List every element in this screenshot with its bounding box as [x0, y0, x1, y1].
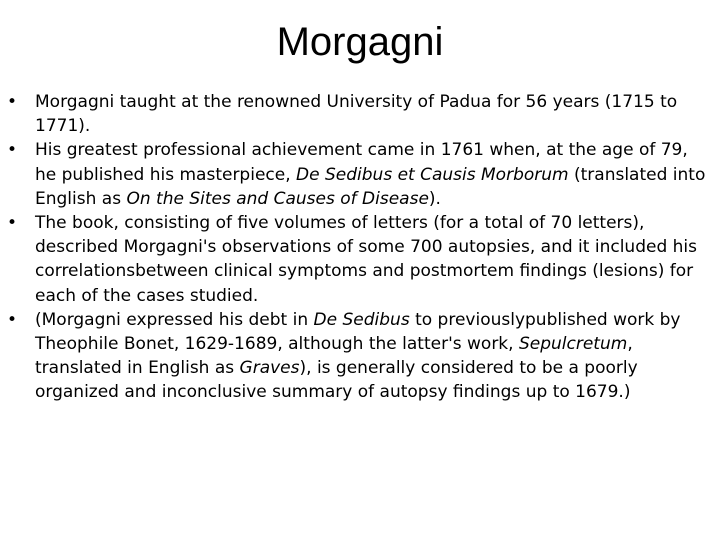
bullet-dot-icon: • [7, 92, 18, 112]
book-title-graves: Graves [239, 358, 300, 379]
text-segment: (Morgagni expressed his debt in [35, 309, 314, 330]
bullet-text [35, 310, 681, 403]
book-title-short: De Sedibus [313, 309, 410, 330]
page-title: Morgagni [276, 20, 444, 64]
bullet-item [0, 308, 712, 405]
bullet-text [35, 92, 677, 136]
text-segment: The book, consisting of five volumes of letters (for a total of 70 letters), described Morgagni's observations of some 700 autopsies, and it included his correlationsbetween clinical symptoms and postmortem findings (lesions) for each of the cases studied. [35, 213, 697, 306]
text-segment: His greatest professional achievement came in 1761 when, at the age of 79, he published his masterpiece, [35, 140, 688, 185]
book-title-latin: De Sedibus et Causis Morborum [296, 164, 569, 185]
bullet-dot-icon: • [7, 309, 18, 330]
text-segment: ), is generally considered to be a poorly organized and inconclusive summary of autopsy findings up to 1679.) [35, 358, 638, 403]
text-segment: Morgagni taught at the renowned University of Padua for 56 years (1715 to 1771). [35, 92, 678, 137]
book-title-sepulcretum: Sepulcretum [518, 334, 628, 355]
text-segment: ). [428, 188, 441, 209]
bullet-list [0, 90, 712, 405]
text-segment: (translated into English as [35, 164, 706, 209]
bullet-item [0, 211, 712, 308]
text-segment: , translated in English as [35, 334, 633, 379]
bullet-dot-icon: • [7, 140, 18, 161]
bullet-text [35, 140, 705, 208]
bullet-item [0, 90, 712, 138]
bullet-dot-icon: • [7, 213, 18, 234]
bullet-text [35, 213, 697, 306]
text-segment: to previouslypublished work by Theophile Bonet, 1629-1689, although the latter's work, [35, 309, 681, 355]
bullet-item [0, 138, 712, 211]
book-title-english: On the Sites and Causes of Disease [126, 188, 429, 209]
